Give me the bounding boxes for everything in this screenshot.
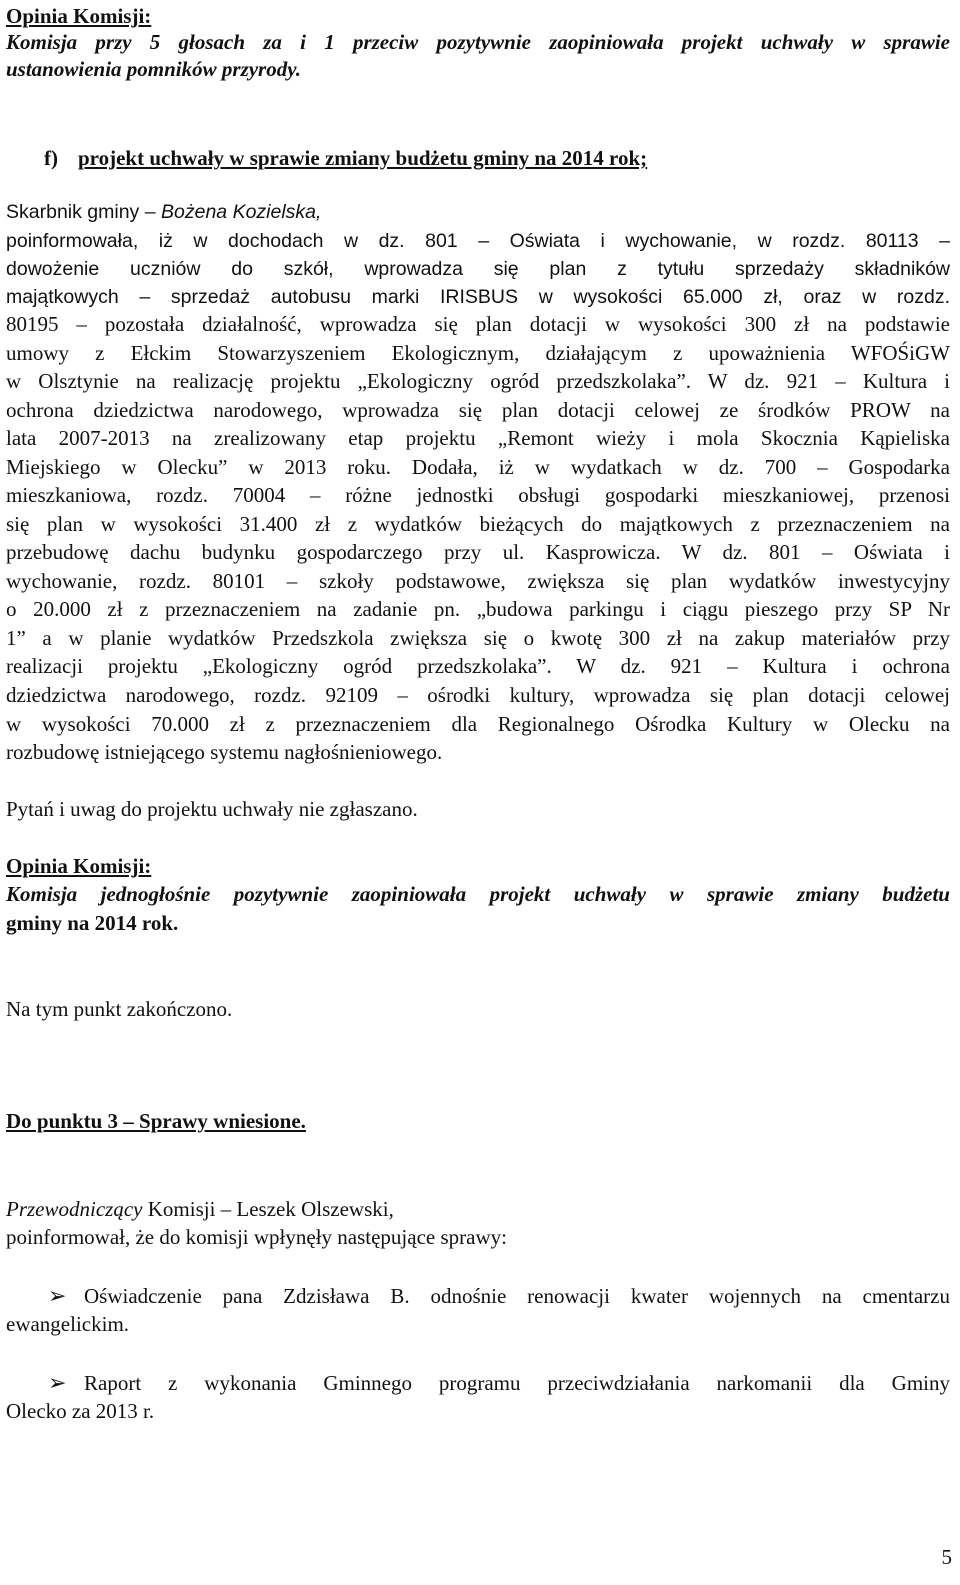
opinion-text-line: Komisja jednogłośnie pozytywnie zaopiniowała projekt uchwały w sprawie zmiany budżetu xyxy=(6,882,950,906)
opinion-text-line: Komisja przy 5 głosach za i 1 przeciw pozytywnie zaopiniowała projekt uchwały w sprawie xyxy=(6,30,950,54)
speaker-dash: – xyxy=(144,201,156,223)
paragraph-line: wychowanie, rozdz. 80101 – szkoły podstawowe, zwiększa się plan wydatków inwestycyjny xyxy=(6,569,950,593)
speaker-name: Komisji – Leszek Olszewski, xyxy=(142,1197,394,1221)
paragraph-line: lata 2007-2013 na zrealizowany etap projektu „Remont wieży i mola Skocznia Kąpieliska xyxy=(6,426,950,450)
section-title: projekt uchwały w sprawie zmiany budżetu gminy na 2014 rok; xyxy=(78,146,648,170)
paragraph-line: 80195 – pozostała działalność, wprowadza się plan dotacji w wysokości 300 zł na podstawie xyxy=(6,312,950,336)
paragraph-line: 1” a w planie wydatków Przedszkola zwiększa się o kwotę 300 zł na zakup materiałów przy xyxy=(6,626,950,650)
paragraph-line: poinformował, że do komisji wpłynęły następujące sprawy: xyxy=(6,1225,507,1249)
speaker-line xyxy=(6,199,321,225)
paragraph-line: Miejskiego w Olecku” w 2013 roku. Dodała, iż w wydatkach w dz. 700 – Gospodarka xyxy=(6,455,950,479)
speaker-role: Przewodniczący xyxy=(6,1197,143,1221)
statement: Na tym punkt zakończono. xyxy=(6,997,233,1021)
opinion-text-line: gminy na 2014 rok. xyxy=(6,911,179,935)
speaker-line xyxy=(6,1196,394,1222)
list-item-line: ewangelickim. xyxy=(6,1312,130,1336)
paragraph-line: poinformowała, iż w dochodach w dz. 801 – Oświata i wychowanie, w rozdz. 80113 – xyxy=(6,230,950,252)
paragraph-line: się plan w wysokości 31.400 zł z wydatków bieżących do majątkowych z przeznaczeniem na xyxy=(6,512,950,536)
paragraph-line: umowy z Ełckim Stowarzyszeniem Ekologicznym, działającym z upoważnienia WFOŚiGW xyxy=(6,341,950,365)
speaker-name: Bożena Kozielska, xyxy=(161,201,322,223)
paragraph-line: w Olsztynie na realizację projektu „Ekologiczny ogród przedszkolaka”. W dz. 921 – Kultura i xyxy=(6,369,950,393)
paragraph-line: o 20.000 zł z przeznaczeniem na zadanie pn. „budowa parkingu i ciągu pieszego przy SP Nr xyxy=(6,597,950,621)
section-heading: Do punktu 3 – Sprawy wniesione. xyxy=(6,1109,306,1133)
statement: Pytań i uwag do projektu uchwały nie zgłaszano. xyxy=(6,797,418,821)
page-number: 5 xyxy=(941,1545,952,1569)
paragraph-line: w wysokości 70.000 zł z przeznaczeniem dla Regionalnego Ośrodka Kultury w Olecku na xyxy=(6,712,950,736)
paragraph-line: mieszkaniowa, rozdz. 70004 – różne jednostki obsługi gospodarki mieszkaniowej, przenosi xyxy=(6,483,950,507)
speaker-role: Skarbnik gminy xyxy=(6,201,140,223)
paragraph-line: ochrona dziedzictwa narodowego, wprowadza się plan dotacji celowej ze środków PROW na xyxy=(6,398,950,422)
paragraph-line: rozbudowę istniejącego systemu nagłośnieniowego. xyxy=(6,740,443,764)
paragraph-line: dowożenie uczniów do szkół, wprowadza się plan z tytułu sprzedaży składników xyxy=(6,258,950,280)
list-item-line: Raport z wykonania Gminnego programu przeciwdziałania narkomanii dla Gminy xyxy=(84,1371,950,1395)
list-item-line: Oświadczenie pana Zdzisława B. odnośnie renowacji kwater wojennych na cmentarzu xyxy=(84,1284,950,1308)
opinion-label: Opinia Komisji: xyxy=(6,4,152,28)
opinion-label: Opinia Komisji: xyxy=(6,854,152,878)
opinion-text-line: ustanowienia pomników przyrody. xyxy=(6,57,302,81)
arrow-bullet-icon: ➢ xyxy=(48,1370,67,1395)
paragraph-line: dziedzictwa narodowego, rozdz. 92109 – ośrodki kultury, wprowadza się plan dotacji celowej xyxy=(6,683,950,707)
paragraph-line: realizacji projektu „Ekologiczny ogród przedszkolaka”. W dz. 921 – Kultura i ochrona xyxy=(6,654,950,678)
paragraph-line: przebudowę dachu budynku gospodarczego przy ul. Kasprowicza. W dz. 801 – Oświata i xyxy=(6,540,950,564)
paragraph-line: majątkowych – sprzedaż autobusu marki IRISBUS w wysokości 65.000 zł, oraz w rozdz. xyxy=(6,286,950,308)
arrow-bullet-icon: ➢ xyxy=(48,1283,67,1308)
section-marker: f) xyxy=(44,146,58,170)
list-item-line: Olecko za 2013 r. xyxy=(6,1399,155,1423)
